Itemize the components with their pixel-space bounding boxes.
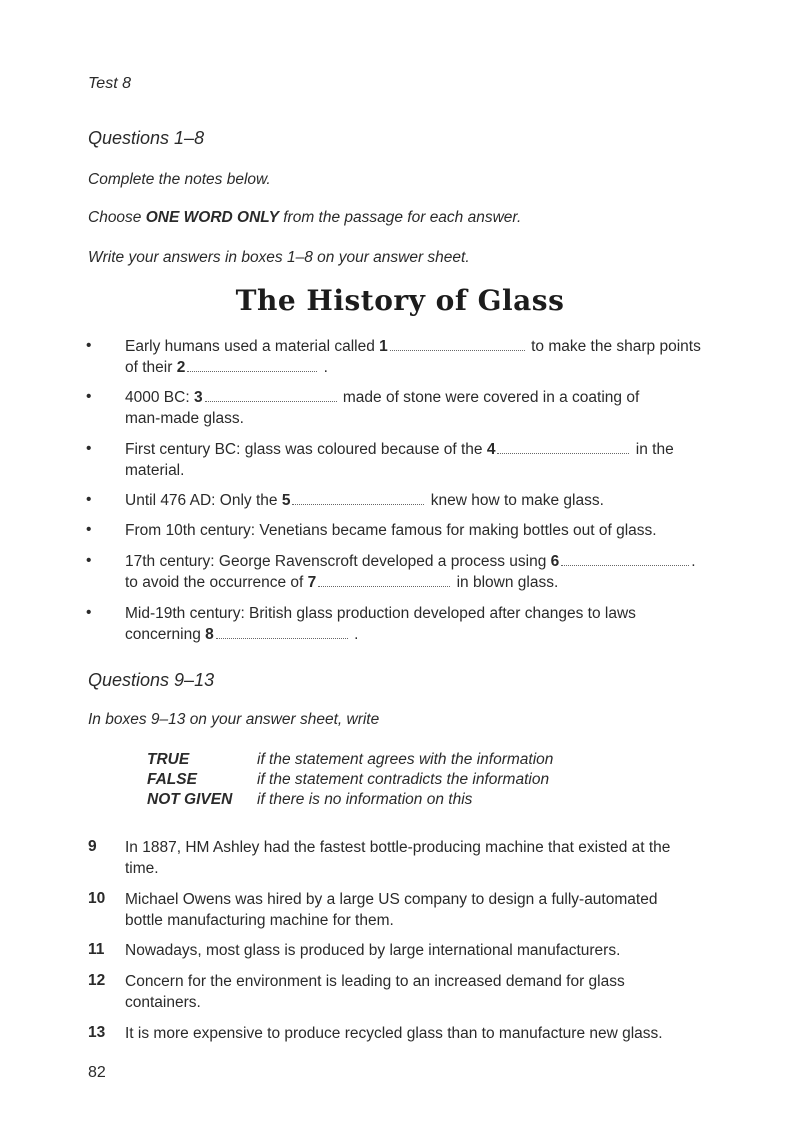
section2-instruction: In boxes 9–13 on your answer sheet, write [88, 711, 380, 728]
answer-blank[interactable] [318, 574, 450, 587]
section1-instruction-2: Choose ONE WORD ONLY from the passage for each answer. [88, 209, 522, 226]
instruction-emphasis: ONE WORD ONLY [145, 209, 279, 226]
note-item: Until 476 AD: Only the 5 knew how to make glass. [125, 492, 604, 509]
question-number: 12 [88, 972, 106, 989]
question-text: In 1887, HM Ashley had the fastest bottle-producing machine that existed at the time. [125, 839, 671, 877]
question-text: Michael Owens was hired by a large US company to design a fully-automated bottle manufacturing machine for them. [125, 891, 658, 929]
section2-title: Questions 9–13 [88, 670, 215, 690]
tf-legend-row: NOT GIVEN if there is no information on this [147, 791, 473, 808]
note-item: First century BC: glass was coloured because of the 4 in the material. [125, 441, 674, 479]
question-text: Nowadays, most glass is produced by large international manufacturers. [125, 942, 621, 959]
tf-legend-row: TRUE if the statement agrees with the information [147, 751, 554, 768]
notes-title: The History of Glass [235, 284, 565, 317]
bullet-icon: • [86, 337, 92, 354]
section1-instruction-1: Complete the notes below. [88, 171, 271, 188]
note-item: From 10th century: Venetians became famous for making bottles out of glass. [125, 522, 657, 539]
bullet-icon: • [86, 552, 92, 569]
answer-blank[interactable] [205, 389, 337, 402]
note-item: 4000 BC: 3 made of stone were covered in a coating of man-made glass. [125, 389, 640, 427]
question-number: 11 [88, 941, 105, 958]
bullet-icon: • [86, 604, 92, 621]
note-item: 17th century: George Ravenscroft developed a process using 6 . to avoid the occurrence of 7 in blown glass. [125, 553, 696, 591]
section1-title: Questions 1–8 [88, 128, 205, 148]
bullet-icon: • [86, 521, 92, 538]
question-text: It is more expensive to produce recycled glass than to manufacture new glass. [125, 1025, 663, 1042]
question-number: 9 [88, 838, 97, 855]
question-number: 10 [88, 890, 106, 907]
answer-blank[interactable] [187, 359, 317, 372]
answer-blank[interactable] [561, 553, 689, 566]
answer-blank[interactable] [216, 626, 348, 639]
note-item: Mid-19th century: British glass production developed after changes to laws concerning 8 . [125, 605, 636, 643]
answer-blank[interactable] [390, 338, 525, 351]
tf-legend-row: FALSE if the statement contradicts the information [147, 771, 550, 788]
bullet-icon: • [86, 491, 92, 508]
bullet-icon: • [86, 388, 92, 405]
bullet-icon: • [86, 440, 92, 457]
question-number: 13 [88, 1024, 106, 1041]
page-number: 82 [88, 1064, 106, 1081]
answer-blank[interactable] [292, 492, 424, 505]
section1-instruction-3: Write your answers in boxes 1–8 on your answer sheet. [88, 249, 470, 266]
test-header: Test 8 [88, 75, 131, 92]
note-item: Early humans used a material called 1 to make the sharp points of their 2 . [125, 338, 701, 376]
answer-blank[interactable] [497, 441, 629, 454]
question-text: Concern for the environment is leading to an increased demand for glass containers. [125, 973, 625, 1011]
